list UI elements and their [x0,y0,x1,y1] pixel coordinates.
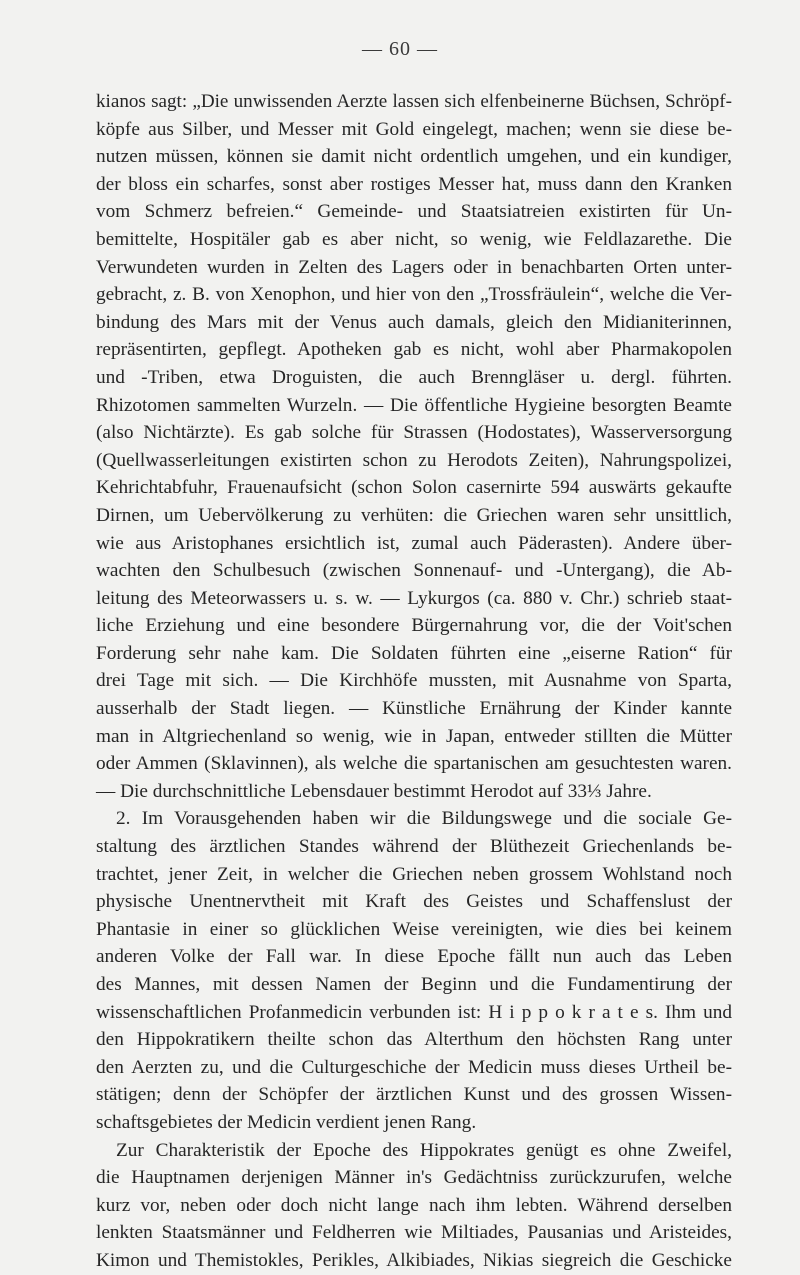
text-line: Verwundeten wurden in Zelten des Lagers oder in benachbarten Orten unter- [96,256,732,278]
text-line: die Hauptnamen derjenigen Männer in's Gedächtniss zurückzurufen, welche [96,1167,732,1189]
text-line: wachten den Schulbesuch (zwischen Sonnenauf- und -Untergang), die Ab- [96,560,732,582]
text-line: trachtet, jener Zeit, in welcher die Griechen neben grossem Wohlstand noch [96,863,732,885]
text-line: bemittelte, Hospitäler gab es aber nicht, so wenig, wie Feldlazarethe. Die [96,228,732,250]
text-line: lenkten Staatsmänner und Feldherren wie Miltiades, Pausanias und Aristeides, [96,1222,732,1244]
text-line: Zur Charakteristik der Epoche des Hippokrates genügt es ohne Zweifel, [116,1139,732,1161]
text-line: Kehrichtabfuhr, Frauenaufsicht (schon Solon casernirte 594 auswärts gekaufte [96,477,732,499]
text-line: Dirnen, um Uebervölkerung zu verhüten: die Griechen waren sehr unsittlich, [96,504,732,526]
text-line: kianos sagt: „Die unwissenden Aerzte lassen sich elfenbeinerne Büchsen, Schröpf- [96,91,732,112]
text-line: liche Erziehung und eine besondere Bürgernahrung vor, die der Voit'schen [96,615,732,637]
text-line: kurz vor, neben oder doch nicht lange nach ihm lebten. Während derselben [96,1194,732,1216]
text-line: leitung des Meteorwassers u. s. w. — Lykurgos (ca. 880 v. Chr.) schrieb staat- [96,587,732,609]
text-line: Forderung sehr nahe kam. Die Soldaten führten eine „eiserne Ration“ für [96,642,732,664]
text-line: man in Altgriechenland so wenig, wie in Japan, entweder stillten die Mütter [96,725,732,747]
text-line: anderen Volke der Fall war. In diese Epoche fällt nun auch das Leben [96,946,732,968]
text-line: drei Tage mit sich. — Die Kirchhöfe mussten, mit Ausnahme von Sparta, [96,670,732,692]
text-line: der bloss ein scharfes, sonst aber rostiges Messer hat, muss dann den Kranken [96,173,732,195]
text-line: stätigen; denn der Schöpfer der ärztlichen Kunst und des grossen Wissen- [96,1084,732,1106]
text-line: köpfe aus Silber, und Messer mit Gold eingelegt, machen; wenn sie diese be- [96,118,732,140]
text-line: gebracht, z. B. von Xenophon, und hier von den „Trossfräulein“, welche die Ver- [96,284,732,306]
text-line: wie aus Aristophanes ersichtlich ist, zumal auch Päderasten). Andere über- [96,532,732,554]
text-line: repräsentirten, gepflegt. Apotheken gab es nicht, wohl aber Pharmakopolen [96,339,732,361]
text-line: — Die durchschnittliche Lebensdauer bestimmt Herodot auf 33⅓ Jahre. [96,780,652,802]
text-line: staltung des ärztlichen Standes während der Blüthezeit Griechenlands be- [96,836,732,858]
text-line: oder Ammen (Sklavinnen), als welche die spartanischen am gesuchtesten waren. [96,753,732,775]
text-line: wissenschaftlichen Profanmedicin verbunden ist: H i p p o k r a t e s. Ihm und [96,1001,732,1023]
text-line: des Mannes, mit dessen Namen der Beginn und die Fundamentirung der [96,974,732,995]
text-line: und -Triben, etwa Droguisten, die auch Brenngläser u. dergl. führten. [96,366,732,388]
text-line: vom Schmerz befreien.“ Gemeinde- und Staatsiatreien existirten für Un- [96,201,732,223]
text-line: Phantasie in einer so glücklichen Weise vereinigten, wie dies bei keinem [96,918,732,940]
text-line: den Aerzten zu, und die Culturgeschiche der Medicin muss dieses Urtheil be- [96,1056,732,1078]
text-line: nutzen müssen, können sie damit nicht ordentlich umgehen, und ein kundiger, [96,146,732,168]
body-text [96,88,732,1275]
text-line: den Hippokratikern theilte schon das Alterthum den höchsten Rang unter [96,1029,732,1051]
text-line: bindung des Mars mit der Venus auch damals, gleich den Midianiterinnen, [96,311,732,333]
text-line: 2. Im Vorausgehenden haben wir die Bildungswege und die sociale Ge- [116,808,732,830]
text-line: (also Nichtärzte). Es gab solche für Strassen (Hodostates), Wasserversorgung [96,422,732,444]
page-number: — 60 — [362,38,438,60]
text-line: ausserhalb der Stadt liegen. — Künstliche Ernährung der Kinder kannte [96,698,732,720]
text-line: Rhizotomen sammelten Wurzeln. — Die öffentliche Hygieine besorgten Beamte [96,394,732,416]
text-line: (Quellwasserleitungen existirten schon zu Herodots Zeiten), Nahrungspolizei, [96,449,732,471]
text-line: schaftsgebietes der Medicin verdient jenen Rang. [96,1111,477,1133]
text-line: physische Unentnervtheit mit Kraft des Geistes und Schaffenslust der [96,891,732,913]
text-line: Kimon und Themistokles, Perikles, Alkibiades, Nikias siegreich die Geschicke [96,1249,732,1271]
